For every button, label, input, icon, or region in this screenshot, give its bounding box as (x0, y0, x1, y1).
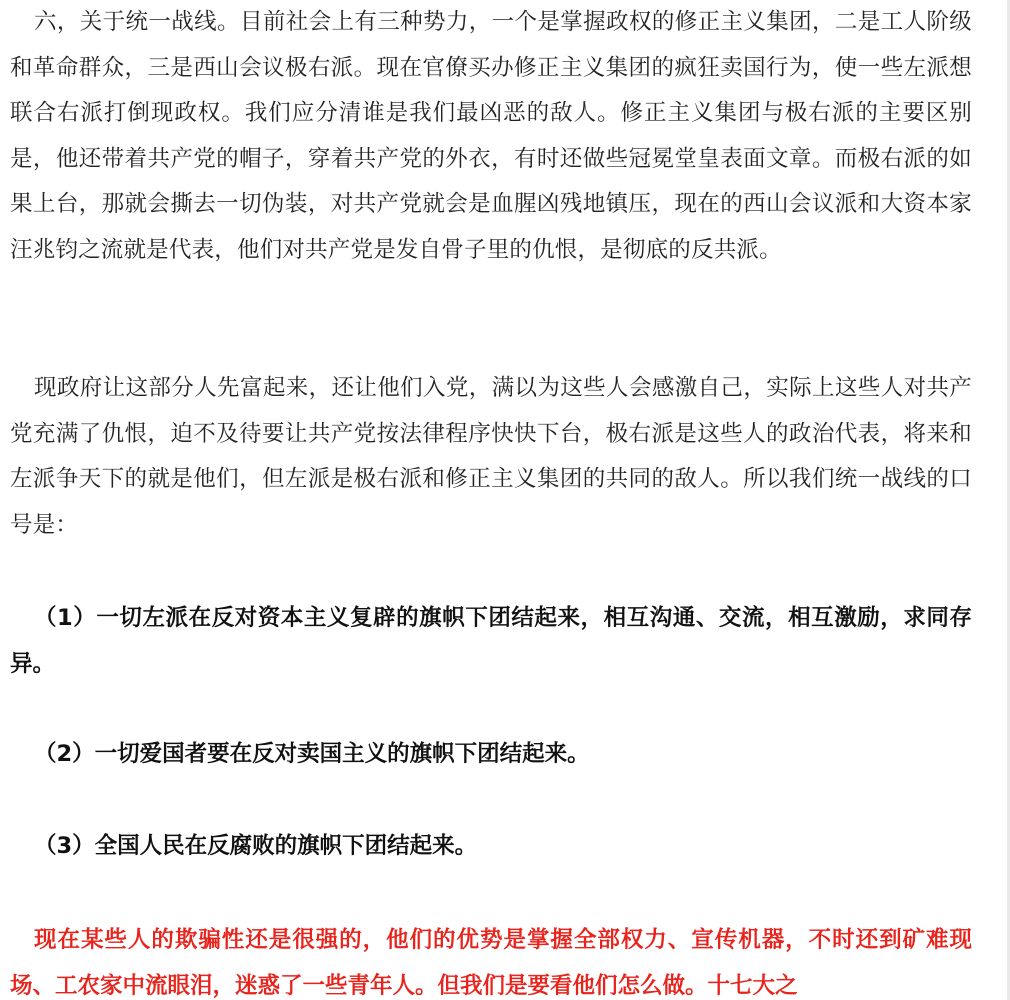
paragraph-united-front: 六，关于统一战线。目前社会上有三种势力，一个是掌握政权的修正主义集团，二是工人阶级和革命群众，三是西山会议极右派。现在官僚买办修正主义集团的疯狂卖国行为，使一些左派想联合右派打倒现政权。我们应分清谁是我们最凶恶的敌人。修正主义集团与极右派的主要区别是，他还带着共产党的帽子，穿着共产党的外衣，有时还做些冠冕堂皇表面文章。而极右派的如果上台，那就会撕去一切伪装，对共产党就会是血腥凶残地镇压，现在的西山会议派和大资本家汪兆钧之流就是代表，他们对共产党是发自骨子里的仇恨，是彻底的反共派。 (10, 9, 972, 263)
slogan-item-1: （1）一切左派在反对资本主义复辟的旗帜下团结起来，相互沟通、交流，相互激励，求同存异。 (10, 605, 972, 677)
highlighted-red-paragraph: 现在某些人的欺骗性还是很强的，他们的优势是掌握全部权力、宣传机器，不时还到矿难现场、工农家中流眼泪，迷惑了一些青年人。但我们是要看他们怎么做。十七大之 (10, 927, 972, 999)
slogan-item-3: （3）全国人民在反腐败的旗帜下团结起来。 (34, 833, 478, 859)
paragraph-government-policy: 现政府让这部分人先富起来，还让他们入党，满以为这些人会感激自己，实际上这些人对共产党充满了仇恨，迫不及待要让共产党按法律程序快快下台，极右派是这些人的政治代表，将来和左派争天下的就是他们，但左派是极右派和修正主义集团的共同的敌人。所以我们统一战线的口号是： (10, 375, 972, 538)
slogan-item-2: （2）一切爱国者要在反对卖国主义的旗帜下团结起来。 (34, 741, 590, 767)
